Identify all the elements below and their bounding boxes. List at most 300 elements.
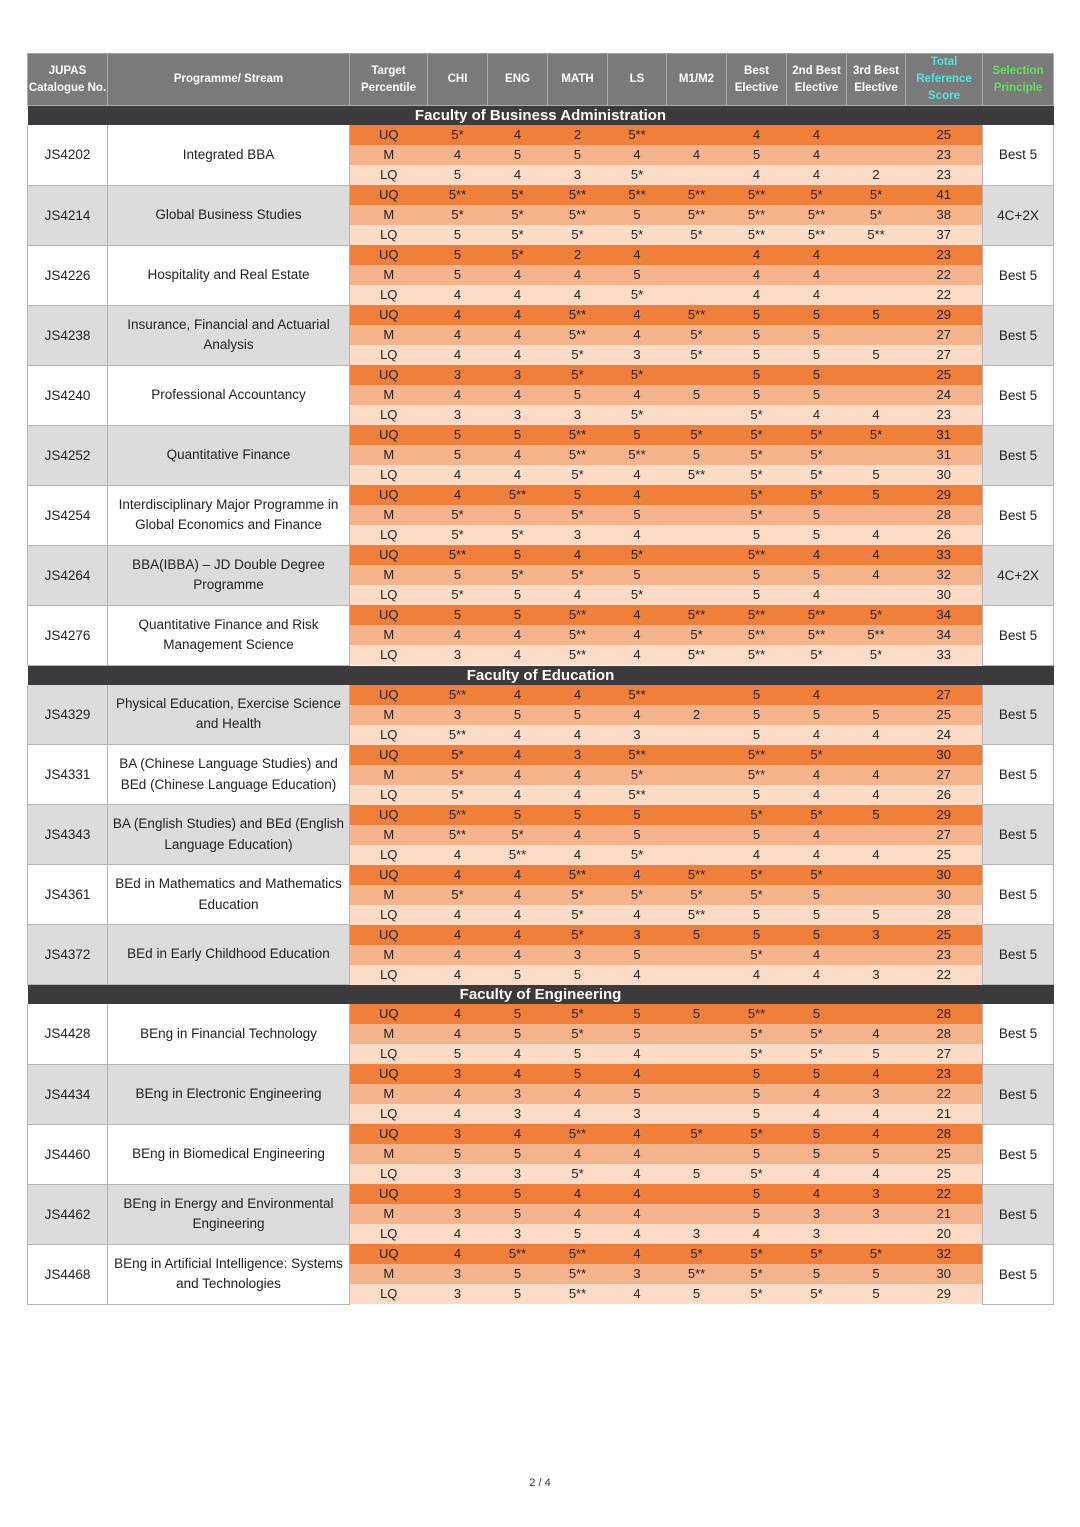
cell-m1m2: 5*: [667, 625, 727, 645]
cell-m1m2: 5: [667, 1284, 727, 1304]
cell-m1m2: [667, 825, 727, 845]
cell-2nd-best-elective: 5: [787, 1064, 847, 1084]
cell-3rd-best-elective: 4: [847, 785, 906, 805]
cell-3rd-best-elective: [847, 265, 906, 285]
cell-math: 5: [548, 485, 608, 505]
cell-best-elective: 5: [727, 1064, 787, 1084]
cell-3rd-best-elective: 3: [847, 1204, 906, 1224]
cell-math: 4: [548, 785, 608, 805]
cell-chi: 3: [428, 705, 488, 725]
cell-chi: 3: [428, 1064, 488, 1084]
catalogue-number: JS4254: [28, 485, 108, 545]
cell-chi: 4: [428, 1104, 488, 1124]
cell-best-elective: 5**: [727, 1004, 787, 1024]
cell-best-elective: 5**: [727, 185, 787, 205]
cell-ls: 5*: [608, 165, 667, 185]
cell-m1m2: [667, 405, 727, 425]
cell-total-reference-score: 27: [906, 1044, 983, 1064]
catalogue-number: JS4361: [28, 865, 108, 925]
cell-best-elective: 5: [727, 725, 787, 745]
cell-target-percentile: M: [350, 145, 428, 165]
cell-total-reference-score: 25: [906, 925, 983, 945]
cell-m1m2: [667, 125, 727, 145]
score-row-uq: [28, 1124, 1054, 1144]
cell-math: 4: [548, 765, 608, 785]
cell-m1m2: 5*: [667, 345, 727, 365]
cell-m1m2: [667, 745, 727, 765]
selection-principle: Best 5: [983, 1244, 1054, 1304]
cell-3rd-best-elective: [847, 125, 906, 145]
cell-best-elective: 4: [727, 265, 787, 285]
cell-total-reference-score: 29: [906, 305, 983, 325]
cell-ls: 4: [608, 305, 667, 325]
cell-m1m2: 5*: [667, 1244, 727, 1264]
cell-ls: 5: [608, 1004, 667, 1024]
cell-target-percentile: LQ: [350, 405, 428, 425]
programme-name: BEd in Early Childhood Education: [108, 925, 350, 985]
cell-2nd-best-elective: 5*: [787, 1284, 847, 1304]
cell-m1m2: [667, 265, 727, 285]
cell-best-elective: 5: [727, 1084, 787, 1104]
cell-math: 5**: [548, 625, 608, 645]
cell-target-percentile: LQ: [350, 465, 428, 485]
cell-best-elective: 4: [727, 845, 787, 865]
cell-total-reference-score: 23: [906, 165, 983, 185]
cell-m1m2: [667, 585, 727, 605]
cell-total-reference-score: 25: [906, 705, 983, 725]
cell-ls: 5: [608, 505, 667, 525]
cell-chi: 5**: [428, 825, 488, 845]
cell-total-reference-score: 23: [906, 245, 983, 265]
cell-2nd-best-elective: 4: [787, 945, 847, 965]
cell-3rd-best-elective: 5**: [847, 625, 906, 645]
cell-best-elective: 4: [727, 245, 787, 265]
score-row-uq: [28, 685, 1054, 705]
cell-math: 5: [548, 965, 608, 985]
cell-3rd-best-elective: [847, 285, 906, 305]
cell-best-elective: 5*: [727, 1164, 787, 1184]
cell-math: 5: [548, 385, 608, 405]
cell-math: 5**: [548, 325, 608, 345]
cell-m1m2: 5**: [667, 465, 727, 485]
cell-chi: 5: [428, 565, 488, 585]
cell-ls: 5**: [608, 125, 667, 145]
cell-total-reference-score: 24: [906, 385, 983, 405]
cell-3rd-best-elective: 4: [847, 845, 906, 865]
cell-best-elective: 5: [727, 145, 787, 165]
cell-ls: 4: [608, 1164, 667, 1184]
cell-total-reference-score: 31: [906, 445, 983, 465]
score-row-uq: [28, 545, 1054, 565]
cell-3rd-best-elective: 4: [847, 545, 906, 565]
cell-eng: 4: [488, 865, 548, 885]
cell-math: 3: [548, 525, 608, 545]
cell-chi: 5**: [428, 805, 488, 825]
cell-best-elective: 5: [727, 1184, 787, 1204]
cell-m1m2: [667, 685, 727, 705]
cell-m1m2: [667, 1204, 727, 1224]
cell-target-percentile: UQ: [350, 1004, 428, 1024]
cell-target-percentile: M: [350, 1084, 428, 1104]
cell-best-elective: 5*: [727, 885, 787, 905]
cell-2nd-best-elective: 4: [787, 825, 847, 845]
cell-total-reference-score: 38: [906, 205, 983, 225]
cell-2nd-best-elective: 4: [787, 785, 847, 805]
cell-eng: 4: [488, 1124, 548, 1144]
col-header-3rd-best-elective: 3rd Best Elective: [847, 54, 906, 106]
cell-ls: 4: [608, 145, 667, 165]
faculty-title: Faculty of Engineering: [28, 985, 1054, 1005]
cell-target-percentile: M: [350, 945, 428, 965]
cell-total-reference-score: 32: [906, 1244, 983, 1264]
cell-m1m2: 5*: [667, 325, 727, 345]
cell-chi: 5**: [428, 685, 488, 705]
cell-eng: 3: [488, 1224, 548, 1244]
cell-m1m2: 5: [667, 445, 727, 465]
cell-3rd-best-elective: 4: [847, 1124, 906, 1144]
cell-m1m2: 3: [667, 1224, 727, 1244]
cell-ls: 4: [608, 1244, 667, 1264]
cell-m1m2: 5: [667, 385, 727, 405]
cell-2nd-best-elective: 5: [787, 565, 847, 585]
selection-principle: Best 5: [983, 365, 1054, 425]
cell-target-percentile: UQ: [350, 1184, 428, 1204]
cell-2nd-best-elective: 5: [787, 885, 847, 905]
faculty-header-row: [28, 665, 1054, 685]
cell-target-percentile: UQ: [350, 365, 428, 385]
cell-eng: 4: [488, 465, 548, 485]
cell-total-reference-score: 21: [906, 1204, 983, 1224]
cell-m1m2: [667, 845, 727, 865]
cell-3rd-best-elective: 5: [847, 1044, 906, 1064]
cell-ls: 5*: [608, 545, 667, 565]
cell-target-percentile: M: [350, 625, 428, 645]
catalogue-number: JS4343: [28, 805, 108, 865]
cell-best-elective: 5: [727, 685, 787, 705]
cell-best-elective: 5**: [727, 645, 787, 665]
cell-total-reference-score: 37: [906, 225, 983, 245]
cell-ls: 5: [608, 945, 667, 965]
cell-2nd-best-elective: 5**: [787, 205, 847, 225]
cell-target-percentile: M: [350, 265, 428, 285]
cell-target-percentile: M: [350, 205, 428, 225]
cell-3rd-best-elective: [847, 325, 906, 345]
cell-3rd-best-elective: [847, 385, 906, 405]
score-row-uq: [28, 185, 1054, 205]
cell-m1m2: [667, 1084, 727, 1104]
cell-ls: 5: [608, 205, 667, 225]
cell-math: 5: [548, 1224, 608, 1244]
cell-m1m2: [667, 945, 727, 965]
cell-chi: 4: [428, 325, 488, 345]
col-header-best-elective: Best Elective: [727, 54, 787, 106]
cell-total-reference-score: 34: [906, 625, 983, 645]
cell-best-elective: 5: [727, 585, 787, 605]
cell-eng: 4: [488, 265, 548, 285]
cell-m1m2: [667, 1064, 727, 1084]
cell-best-elective: 5: [727, 905, 787, 925]
cell-m1m2: [667, 765, 727, 785]
cell-3rd-best-elective: [847, 865, 906, 885]
cell-ls: 4: [608, 245, 667, 265]
cell-2nd-best-elective: 5*: [787, 425, 847, 445]
cell-ls: 4: [608, 1184, 667, 1204]
cell-eng: 5: [488, 605, 548, 625]
cell-2nd-best-elective: 5*: [787, 745, 847, 765]
cell-best-elective: 5*: [727, 1044, 787, 1064]
cell-2nd-best-elective: 4: [787, 265, 847, 285]
cell-target-percentile: M: [350, 385, 428, 405]
cell-2nd-best-elective: 5: [787, 1144, 847, 1164]
cell-math: 2: [548, 245, 608, 265]
cell-3rd-best-elective: 4: [847, 1164, 906, 1184]
cell-target-percentile: LQ: [350, 1284, 428, 1304]
cell-ls: 5**: [608, 685, 667, 705]
cell-2nd-best-elective: 4: [787, 1184, 847, 1204]
cell-m1m2: 5*: [667, 225, 727, 245]
cell-math: 5*: [548, 225, 608, 245]
cell-2nd-best-elective: 5*: [787, 445, 847, 465]
cell-best-elective: 5*: [727, 945, 787, 965]
cell-3rd-best-elective: [847, 505, 906, 525]
cell-math: 5*: [548, 505, 608, 525]
cell-chi: 5: [428, 1144, 488, 1164]
cell-total-reference-score: 30: [906, 745, 983, 765]
cell-math: 5*: [548, 345, 608, 365]
programme-name: Quantitative Finance and Risk Management Science: [108, 605, 350, 665]
cell-best-elective: 5**: [727, 205, 787, 225]
cell-chi: 4: [428, 345, 488, 365]
programme-name: Global Business Studies: [108, 185, 350, 245]
cell-chi: 4: [428, 285, 488, 305]
cell-math: 5*: [548, 905, 608, 925]
cell-target-percentile: LQ: [350, 725, 428, 745]
cell-eng: 3: [488, 1164, 548, 1184]
table-body: [28, 106, 1054, 1305]
cell-m1m2: 5**: [667, 185, 727, 205]
cell-total-reference-score: 20: [906, 1224, 983, 1244]
cell-total-reference-score: 30: [906, 865, 983, 885]
cell-total-reference-score: 25: [906, 365, 983, 385]
cell-math: 5**: [548, 425, 608, 445]
cell-target-percentile: UQ: [350, 125, 428, 145]
programme-name: BEng in Biomedical Engineering: [108, 1124, 350, 1184]
col-header-catalogue: JUPAS Catalogue No.: [28, 54, 108, 106]
cell-3rd-best-elective: 5: [847, 305, 906, 325]
cell-2nd-best-elective: 5**: [787, 625, 847, 645]
selection-principle: 4C+2X: [983, 185, 1054, 245]
cell-math: 5*: [548, 565, 608, 585]
cell-target-percentile: UQ: [350, 605, 428, 625]
cell-chi: 5: [428, 245, 488, 265]
cell-chi: 5*: [428, 885, 488, 905]
cell-3rd-best-elective: 5: [847, 1284, 906, 1304]
cell-2nd-best-elective: 4: [787, 585, 847, 605]
cell-ls: 4: [608, 1044, 667, 1064]
cell-3rd-best-elective: 4: [847, 725, 906, 745]
score-row-uq: [28, 1184, 1054, 1204]
catalogue-number: JS4372: [28, 925, 108, 985]
cell-3rd-best-elective: [847, 825, 906, 845]
cell-2nd-best-elective: 4: [787, 165, 847, 185]
cell-eng: 4: [488, 165, 548, 185]
cell-math: 4: [548, 1084, 608, 1104]
cell-best-elective: 5: [727, 565, 787, 585]
cell-eng: 4: [488, 725, 548, 745]
cell-target-percentile: LQ: [350, 785, 428, 805]
cell-ls: 5*: [608, 365, 667, 385]
cell-m1m2: 5**: [667, 1264, 727, 1284]
cell-ls: 5*: [608, 885, 667, 905]
cell-2nd-best-elective: 4: [787, 1104, 847, 1124]
score-row-uq: [28, 365, 1054, 385]
cell-total-reference-score: 24: [906, 725, 983, 745]
cell-total-reference-score: 30: [906, 885, 983, 905]
faculty-title: Faculty of Business Administration: [28, 106, 1054, 126]
cell-3rd-best-elective: 5*: [847, 1244, 906, 1264]
cell-eng: 4: [488, 625, 548, 645]
cell-chi: 5*: [428, 205, 488, 225]
cell-2nd-best-elective: 4: [787, 765, 847, 785]
cell-eng: 4: [488, 885, 548, 905]
cell-3rd-best-elective: 4: [847, 1104, 906, 1124]
cell-m1m2: 5**: [667, 305, 727, 325]
cell-m1m2: 5*: [667, 885, 727, 905]
col-header-eng: ENG: [488, 54, 548, 106]
cell-eng: 4: [488, 925, 548, 945]
cell-ls: 5: [608, 265, 667, 285]
cell-m1m2: 5**: [667, 605, 727, 625]
cell-total-reference-score: 28: [906, 1004, 983, 1024]
cell-total-reference-score: 28: [906, 505, 983, 525]
cell-best-elective: 5**: [727, 745, 787, 765]
cell-eng: 5*: [488, 185, 548, 205]
cell-3rd-best-elective: 5*: [847, 605, 906, 625]
cell-3rd-best-elective: 3: [847, 965, 906, 985]
cell-chi: 5*: [428, 125, 488, 145]
cell-eng: 5: [488, 1184, 548, 1204]
cell-total-reference-score: 26: [906, 525, 983, 545]
cell-chi: 4: [428, 925, 488, 945]
programme-name: BA (English Studies) and BEd (English Language Education): [108, 805, 350, 865]
cell-total-reference-score: 21: [906, 1104, 983, 1124]
cell-target-percentile: M: [350, 1024, 428, 1044]
cell-ls: 3: [608, 1264, 667, 1284]
cell-chi: 4: [428, 305, 488, 325]
cell-3rd-best-elective: [847, 885, 906, 905]
selection-principle: Best 5: [983, 685, 1054, 745]
cell-best-elective: 5: [727, 785, 787, 805]
cell-total-reference-score: 27: [906, 765, 983, 785]
cell-best-elective: 5*: [727, 805, 787, 825]
cell-3rd-best-elective: [847, 245, 906, 265]
cell-chi: 5*: [428, 585, 488, 605]
cell-m1m2: [667, 365, 727, 385]
cell-eng: 5*: [488, 825, 548, 845]
cell-best-elective: 5*: [727, 1284, 787, 1304]
cell-best-elective: 5: [727, 345, 787, 365]
cell-math: 5: [548, 1044, 608, 1064]
cell-2nd-best-elective: 4: [787, 245, 847, 265]
catalogue-number: JS4252: [28, 425, 108, 485]
col-header-target-percentile: Target Percentile: [350, 54, 428, 106]
cell-total-reference-score: 30: [906, 585, 983, 605]
col-header-math: MATH: [548, 54, 608, 106]
cell-chi: 4: [428, 965, 488, 985]
cell-eng: 4: [488, 445, 548, 465]
cell-3rd-best-elective: 5: [847, 1264, 906, 1284]
programme-name: BEng in Electronic Engineering: [108, 1064, 350, 1124]
cell-chi: 5: [428, 445, 488, 465]
cell-eng: 4: [488, 385, 548, 405]
catalogue-number: JS4226: [28, 245, 108, 305]
cell-2nd-best-elective: 5: [787, 925, 847, 945]
cell-total-reference-score: 32: [906, 565, 983, 585]
cell-3rd-best-elective: 3: [847, 1184, 906, 1204]
cell-total-reference-score: 29: [906, 805, 983, 825]
cell-2nd-best-elective: 4: [787, 145, 847, 165]
selection-principle: Best 5: [983, 425, 1054, 485]
cell-total-reference-score: 34: [906, 605, 983, 625]
cell-best-elective: 5*: [727, 425, 787, 445]
cell-ls: 5**: [608, 785, 667, 805]
cell-total-reference-score: 28: [906, 1024, 983, 1044]
cell-best-elective: 5**: [727, 765, 787, 785]
cell-math: 2: [548, 125, 608, 145]
cell-target-percentile: LQ: [350, 905, 428, 925]
cell-m1m2: 4: [667, 145, 727, 165]
cell-3rd-best-elective: [847, 685, 906, 705]
col-header-chi: CHI: [428, 54, 488, 106]
faculty-title: Faculty of Education: [28, 665, 1054, 685]
cell-chi: 3: [428, 645, 488, 665]
cell-target-percentile: UQ: [350, 1124, 428, 1144]
cell-eng: 5: [488, 545, 548, 565]
cell-2nd-best-elective: 5: [787, 1124, 847, 1144]
cell-target-percentile: LQ: [350, 645, 428, 665]
cell-ls: 3: [608, 345, 667, 365]
selection-principle: Best 5: [983, 1064, 1054, 1124]
cell-total-reference-score: 22: [906, 285, 983, 305]
cell-total-reference-score: 28: [906, 905, 983, 925]
cell-m1m2: [667, 1144, 727, 1164]
programme-name: BEng in Artificial Intelligence: Systems and Technologies: [108, 1244, 350, 1304]
cell-eng: 5*: [488, 245, 548, 265]
cell-3rd-best-elective: 4: [847, 765, 906, 785]
cell-eng: 5: [488, 1004, 548, 1024]
cell-target-percentile: LQ: [350, 165, 428, 185]
cell-math: 5*: [548, 365, 608, 385]
cell-2nd-best-elective: 5*: [787, 185, 847, 205]
catalogue-number: JS4468: [28, 1244, 108, 1304]
cell-eng: 5: [488, 805, 548, 825]
score-row-uq: [28, 1064, 1054, 1084]
selection-principle: Best 5: [983, 865, 1054, 925]
cell-m1m2: [667, 1024, 727, 1044]
cell-m1m2: 5*: [667, 425, 727, 445]
score-row-uq: [28, 865, 1054, 885]
cell-3rd-best-elective: 5*: [847, 185, 906, 205]
cell-chi: 5*: [428, 505, 488, 525]
cell-math: 4: [548, 1104, 608, 1124]
cell-m1m2: 5**: [667, 905, 727, 925]
catalogue-number: JS4329: [28, 685, 108, 745]
cell-m1m2: [667, 165, 727, 185]
cell-math: 3: [548, 745, 608, 765]
programme-name: BEng in Energy and Environmental Engineering: [108, 1184, 350, 1244]
cell-m1m2: [667, 965, 727, 985]
cell-3rd-best-elective: 2: [847, 165, 906, 185]
